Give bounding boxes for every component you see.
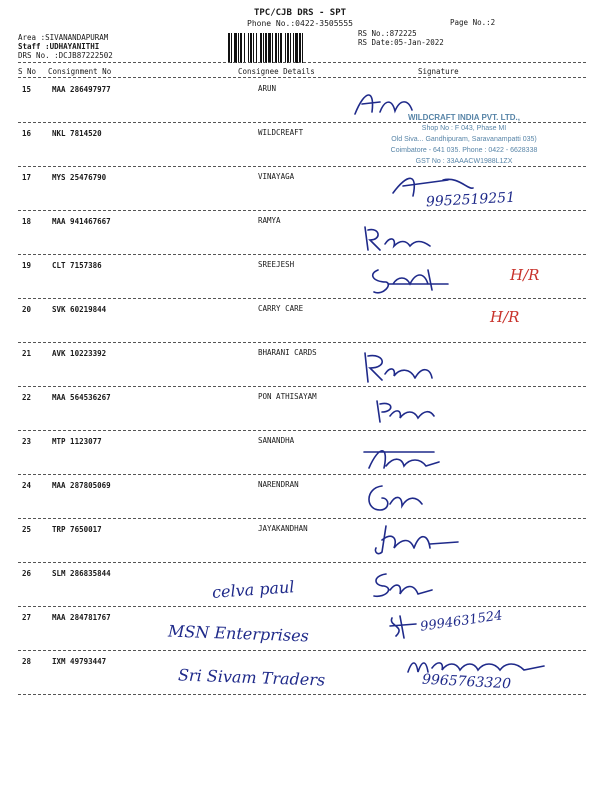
signature-row26 <box>368 568 438 602</box>
row-consignment: MAA 286497977 <box>52 85 111 94</box>
divider <box>18 254 586 255</box>
area-label: Area :SIVANANDAPURAM <box>18 33 109 42</box>
row-sno: 27 <box>22 613 32 622</box>
table-row <box>0 432 600 476</box>
row-sno: 24 <box>22 481 32 490</box>
row-consignment: MAA 941467667 <box>52 217 111 226</box>
handwritten-phone: 9994631524 <box>419 608 504 635</box>
row-sno: 20 <box>22 305 32 314</box>
row-consignee: WILDCREAFT <box>258 128 304 137</box>
divider <box>18 694 586 695</box>
table-row <box>0 520 600 564</box>
rs-number: RS No.:872225 <box>358 29 417 38</box>
row-sno: 15 <box>22 85 32 94</box>
stamp-line: Old Siva... Gandhipuram, Saravanampatti 035) <box>391 136 537 143</box>
row-consignment: MAA 287805069 <box>52 481 111 490</box>
divider <box>18 62 586 63</box>
table-row <box>0 344 600 388</box>
signature-row19 <box>368 262 458 300</box>
row-consignee: SANANDHA <box>258 436 295 445</box>
table-row <box>0 476 600 520</box>
row-consignee: PON ATHISAYAM <box>258 392 317 401</box>
row-consignment: SVK 60219844 <box>52 305 107 314</box>
staff-label: Staff :UDHAYANITHI <box>18 42 100 51</box>
row-consignee: NARENDRAN <box>258 480 299 489</box>
handwritten-phone: 9965763320 <box>421 671 512 693</box>
row-consignment: MAA 564536267 <box>52 393 111 402</box>
col-consignee: Consignee Details <box>238 67 315 76</box>
row-sno: 16 <box>22 129 32 138</box>
row-sno: 19 <box>22 261 32 270</box>
handwritten-name: celva paul <box>211 577 295 602</box>
report-title: TPC/CJB DRS - SPT <box>253 8 347 18</box>
col-sno: S No <box>18 67 37 76</box>
divider <box>18 474 586 475</box>
row-consignment: TRP 7650017 <box>52 525 102 534</box>
handwritten-name: MSN Enterprises <box>167 621 310 646</box>
row-sno: 28 <box>22 657 32 666</box>
table-row <box>0 212 600 256</box>
row-consignee: BHARANI CARDS <box>258 348 317 357</box>
divider <box>18 606 586 607</box>
signature-row24 <box>360 480 430 516</box>
row-consignment: IXM 49793447 <box>52 657 107 666</box>
row-consignee: SREEJESH <box>258 260 295 269</box>
row-consignment: AVK 10223392 <box>52 349 107 358</box>
stamp-line: GST No : 33AAACW1988L1ZX <box>415 158 513 165</box>
stamp-line: Coimbatore - 641 035. Phone : 0422 - 6628338 <box>390 147 538 154</box>
divider <box>18 518 586 519</box>
divider <box>18 430 586 431</box>
row-sno: 25 <box>22 525 32 534</box>
row-consignment: NKL 7814520 <box>52 129 102 138</box>
phone-number: Phone No.:0422-3505555 <box>247 19 353 28</box>
handwritten-name: Sri Sivam Traders <box>177 665 326 690</box>
page-number: Page No.:2 <box>450 18 496 27</box>
divider <box>18 562 586 563</box>
signature-row21 <box>360 348 440 388</box>
handwritten-note: H/R <box>510 266 540 284</box>
signature-row22 <box>372 396 442 426</box>
row-sno: 22 <box>22 393 32 402</box>
drs-number: DRS No. :DCJB87222502 <box>18 51 113 60</box>
col-consignment: Consignment No <box>48 67 112 76</box>
row-consignment: SLM 286835844 <box>52 569 111 578</box>
col-signature: Signature <box>418 67 459 76</box>
divider <box>18 650 586 651</box>
row-consignment: CLT 7157386 <box>52 261 102 270</box>
row-sno: 17 <box>22 173 32 182</box>
stamp-line: WILDCRAFT INDIA PVT. LTD., <box>408 113 520 122</box>
row-sno: 26 <box>22 569 32 578</box>
row-consignee: CARRY CARE <box>258 304 304 313</box>
row-consignee: RAMYA <box>258 216 281 225</box>
divider <box>18 210 586 211</box>
row-consignment: MTP 1123077 <box>52 437 102 446</box>
signature-row15 <box>350 84 420 124</box>
divider <box>18 298 586 299</box>
row-sno: 21 <box>22 349 32 358</box>
handwritten-phone: 9952519251 <box>425 189 516 211</box>
rs-date: RS Date:05-Jan-2022 <box>358 38 444 47</box>
barcode <box>228 33 356 63</box>
row-consignee: JAYAKANDHAN <box>258 524 308 533</box>
row-consignment: MYS 25476790 <box>52 173 107 182</box>
signature-row27 <box>386 612 422 642</box>
table-row <box>0 388 600 432</box>
stamp-line: Shop No : F 043, Phase MI <box>421 125 507 132</box>
divider <box>18 342 586 343</box>
signature-row23 <box>354 440 444 474</box>
signature-row18 <box>360 222 440 256</box>
row-sno: 23 <box>22 437 32 446</box>
row-sno: 18 <box>22 217 32 226</box>
row-consignee: VINAYAGA <box>258 172 295 181</box>
table-row <box>0 564 600 608</box>
signature-row25 <box>372 522 462 558</box>
handwritten-note: H/R <box>490 308 520 326</box>
row-consignee: ARUN <box>258 84 277 93</box>
divider <box>18 386 586 387</box>
row-consignment: MAA 284781767 <box>52 613 111 622</box>
divider <box>18 77 586 78</box>
